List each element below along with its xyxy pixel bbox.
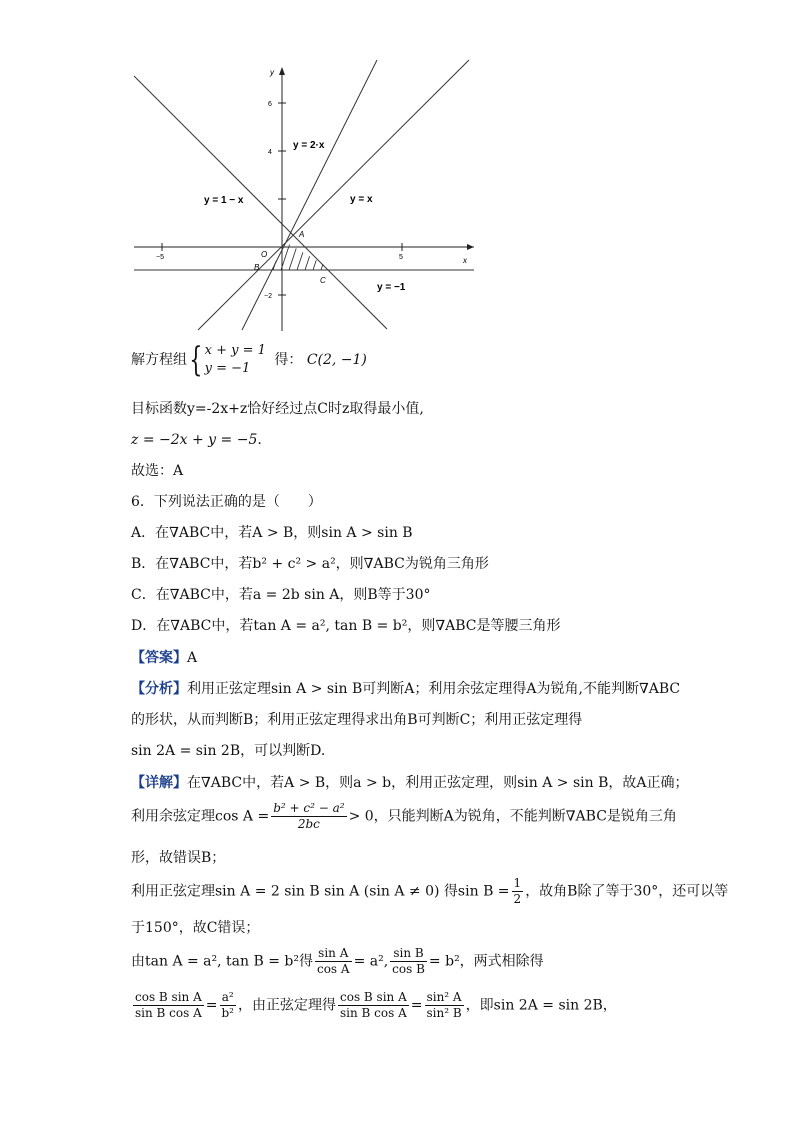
detail-line-5: 于150°，故C错误； <box>131 920 260 936</box>
tan-b-numerator: sin B <box>390 946 427 962</box>
tan-a-fraction <box>315 946 352 977</box>
solve-result: C(2, −1) <box>306 352 367 368</box>
tan-a-numerator: sin A <box>315 946 352 962</box>
equation-system <box>205 342 266 378</box>
tick-label-neg5: −5 <box>156 254 164 261</box>
ratio-3-numerator: cos B sin A <box>340 990 407 1004</box>
tick-label-6: 6 <box>268 101 272 108</box>
question-6-stem: 6．下列说法正确的是（ ） <box>131 494 322 510</box>
y-axis-arrow <box>279 67 285 75</box>
detail-line-3: 形，故错误B； <box>131 850 226 866</box>
detail-text-1: 在∇ABC中，若A > B，则a > b，利用正弦定理，则sin A > sin B，故A正确； <box>187 775 689 791</box>
detail-line-1 <box>131 773 689 793</box>
option-a: A．在∇ABC中，若A > B，则sin A > sin B <box>131 525 413 541</box>
origin-label: O <box>261 250 268 259</box>
equals-sign-1: = <box>205 997 218 1014</box>
ratio-1-numerator: cos B sin A <box>135 990 202 1004</box>
detail-6-prefix: 由tan A = a², tan B = b²得 <box>131 953 313 970</box>
ratio-2-denominator: b² <box>221 1006 234 1020</box>
analysis-tag: 【分析】 <box>131 681 187 697</box>
point-b-label: B <box>254 263 260 272</box>
tick-label-5: 5 <box>399 254 403 261</box>
tan-a-denominator: cos A <box>316 962 350 976</box>
line-label-y-x: y = x <box>350 194 373 205</box>
solve-system-line <box>131 342 367 380</box>
point-c-label: C <box>320 276 326 285</box>
cosine-denominator: 2bc <box>297 817 320 831</box>
equation-1: x + y = 1 <box>204 343 266 358</box>
ratio-3-denominator: sin B cos A <box>340 1006 407 1020</box>
ratio-fraction-3 <box>338 990 409 1021</box>
objective-line: 目标函数y=-2x+z恰好经过点C时z取得最小值, <box>131 401 424 417</box>
analysis-text-1: 利用正弦定理sin A > sin B可判断A；利用余弦定理得A为锐角,不能判断∇ABC <box>187 681 681 697</box>
choice-line: 故选：A <box>131 463 184 479</box>
detail-2-suffix: > 0，只能判断A为锐角，不能判断∇ABC是锐角三角 <box>348 808 677 825</box>
analysis-line-2: 的形状，从而判断B；利用正弦定理得求出角B可判断C；利用正弦定理得 <box>131 712 583 728</box>
half-fraction <box>512 876 524 907</box>
detail-line-6 <box>131 946 544 982</box>
ratio-4-denominator: sin² B <box>426 1006 462 1020</box>
line-label-y-1-minus-x: y = 1 − x <box>204 195 244 206</box>
line-label-y-minus-1: y = −1 <box>377 282 406 293</box>
line-label-y-2x: y = 2·x <box>293 140 325 151</box>
detail-line-7 <box>131 990 617 1026</box>
option-c: C．在∇ABC中，若a = 2b sin A，则B等于30° <box>131 587 431 603</box>
analysis-line-1 <box>131 679 680 699</box>
z-value-line: z = −2x + y = −5. <box>131 432 262 448</box>
ratio-fraction-2 <box>220 990 237 1021</box>
detail-tag: 【详解】 <box>131 775 187 791</box>
detail-7-suffix: ，即sin 2A = sin 2B， <box>465 997 617 1014</box>
brace-symbol: { <box>189 340 203 380</box>
detail-2-prefix: 利用余弦定理cos A = <box>131 808 270 825</box>
option-d: D．在∇ABC中，若tan A = a², tan B = b²，则∇ABC是等腰三角形 <box>131 618 561 634</box>
ratio-1-denominator: sin B cos A <box>135 1006 202 1020</box>
coordinate-graph <box>128 54 478 332</box>
ratio-fraction-4 <box>425 990 464 1021</box>
ratio-2-numerator: a² <box>220 990 237 1006</box>
detail-6-mid: = a², <box>353 953 389 970</box>
detail-line-2 <box>131 801 677 837</box>
detail-4-suffix: ，故角B除了等于30°，还可以等 <box>525 883 729 900</box>
option-b: B．在∇ABC中，若b² + c² > a²，则∇ABC为锐角三角形 <box>131 556 489 572</box>
answer-tag: 【答案】 <box>131 650 187 666</box>
solve-suffix: 得： <box>274 352 303 368</box>
answer-text: A <box>187 650 198 666</box>
cosine-numerator: b² + c² − a² <box>273 801 345 815</box>
answer-line <box>131 648 197 668</box>
half-denominator: 2 <box>513 892 522 906</box>
half-numerator: 1 <box>513 876 522 890</box>
tick-label-4: 4 <box>268 149 272 156</box>
equation-2: y = −1 <box>204 361 251 376</box>
detail-4-prefix: 利用正弦定理sin A = 2 sin B sin A (sin A ≠ 0) 得sin B = <box>131 883 510 900</box>
detail-line-4 <box>131 876 728 912</box>
equals-sign-2: = <box>410 997 423 1014</box>
solve-prefix: 解方程组 <box>131 352 187 368</box>
detail-7-mid: ，由正弦定理得 <box>238 997 336 1014</box>
point-a-label: A <box>299 230 305 239</box>
tan-b-denominator: cos B <box>392 962 425 976</box>
y-axis-label: y <box>270 68 274 77</box>
tan-b-fraction <box>390 946 427 977</box>
x-axis-label: x <box>463 256 467 265</box>
cosine-fraction <box>271 801 346 832</box>
detail-6-suffix: = b²，两式相除得 <box>428 953 544 970</box>
ratio-4-numerator: sin² A <box>425 990 464 1006</box>
ratio-fraction-1 <box>133 990 204 1021</box>
x-axis-arrow <box>467 244 474 250</box>
analysis-line-3: sin 2A = sin 2B，可以判断D. <box>131 743 326 759</box>
tick-label-neg2: −2 <box>264 293 272 300</box>
